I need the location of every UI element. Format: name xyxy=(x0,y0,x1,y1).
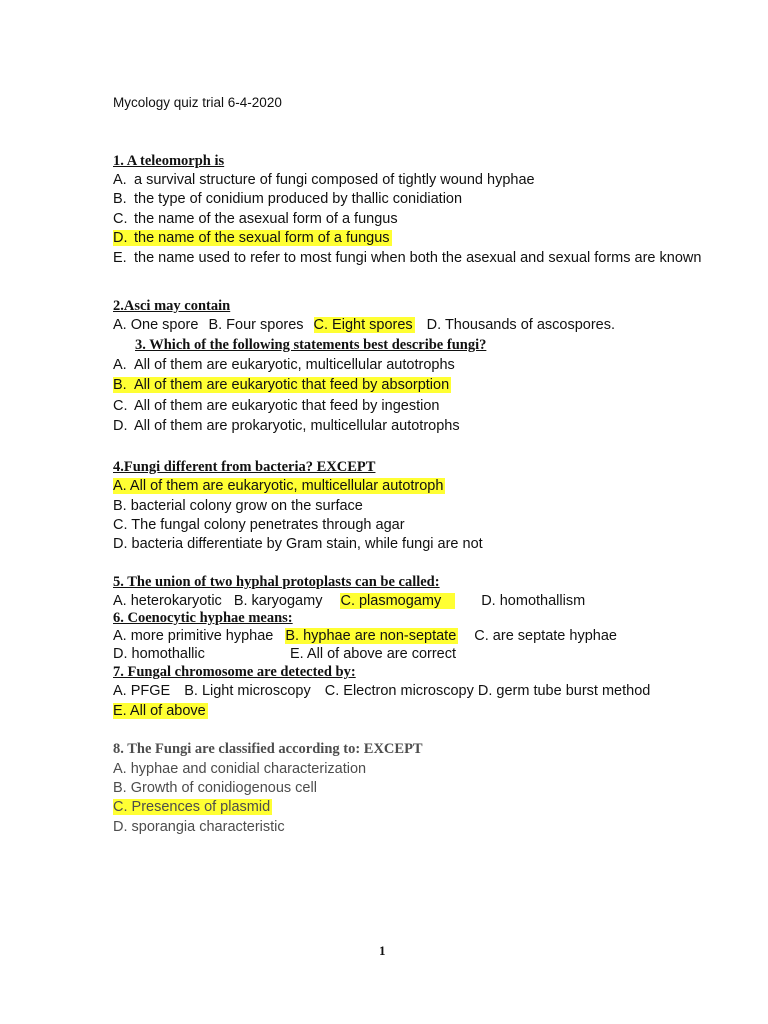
q5-options xyxy=(113,592,585,610)
q7-option-b: B. Light microscopy xyxy=(184,683,311,699)
q7-options xyxy=(113,682,650,700)
q7-option-e-answer: E. All of above xyxy=(113,703,206,719)
q3-option-d: D. All of them are prokaryotic, multicellular autotrophs xyxy=(113,418,460,434)
q4-option-c: C. The fungal colony penetrates through agar xyxy=(113,517,405,533)
q4-title: 4.Fungi different from bacteria? EXCEPT xyxy=(113,459,376,475)
q5-title: 5. The union of two hyphal protoplasts can be called: xyxy=(113,574,440,590)
q4-option-d: D. bacteria differentiate by Gram stain, while fungi are not xyxy=(113,536,483,552)
q6-option-a: A. more primitive hyphae xyxy=(113,628,274,644)
q1-option-a: A. a survival structure of fungi composed of tightly wound hyphae xyxy=(113,172,535,188)
q6-option-e: E. All of above are correct xyxy=(290,646,457,662)
q1-title: 1. A teleomorph is xyxy=(113,153,225,169)
q2-option-c-answer: C. Eight spores xyxy=(313,317,413,333)
q3-option-a: A. All of them are eukaryotic, multicellular autotrophs xyxy=(113,357,455,373)
q2-option-d: D. Thousands of ascospores. xyxy=(426,317,616,333)
q1-option-e: E. the name used to refer to most fungi when both the asexual and sexual forms are known xyxy=(113,250,702,266)
q6-option-b-answer: B. hyphae are non-septate xyxy=(285,628,457,644)
q6-option-d: D. homothallic xyxy=(113,646,205,662)
q3-title: 3. Which of the following statements best describe fungi? xyxy=(135,337,487,353)
q8-option-a: A. hyphae and conidial characterization xyxy=(113,761,367,777)
q8-option-c-answer: C. Presences of plasmid xyxy=(113,799,271,815)
q6-option-c: C. are septate hyphae xyxy=(474,628,617,644)
q4-option-a-answer: A. All of them are eukaryotic, multicellular autotroph xyxy=(113,478,444,494)
q5-option-d: D. homothallism xyxy=(481,593,586,609)
q8-option-b: B. Growth of conidiogenous cell xyxy=(113,780,317,796)
q8-title: 8. The Fungi are classified according to: EXCEPT xyxy=(113,741,423,757)
q5-option-b: B. karyogamy xyxy=(233,593,323,609)
q3-option-b-answer: B. All of them are eukaryotic that feed by absorption xyxy=(113,377,450,393)
q2-options xyxy=(113,316,615,334)
q8-option-d: D. sporangia characteristic xyxy=(113,819,285,835)
q6-options-row1 xyxy=(113,627,617,645)
q2-title: 2.Asci may contain xyxy=(113,298,231,314)
q6-title: 6. Coenocytic hyphae means: xyxy=(113,610,293,626)
q2-option-b: B. Four spores xyxy=(208,317,304,333)
q1-option-b: B. the type of conidium produced by thallic conidiation xyxy=(113,191,463,207)
q3-option-c: C. All of them are eukaryotic that feed by ingestion xyxy=(113,398,440,414)
page-number: 1 xyxy=(379,943,386,958)
q1-option-c: C. the name of the asexual form of a fungus xyxy=(113,211,398,227)
doc-title: Mycology quiz trial 6-4-2020 xyxy=(113,95,282,110)
q7-option-c-d: C. Electron microscopy D. germ tube burst method xyxy=(324,683,651,699)
q5-option-a: A. heterokaryotic xyxy=(113,593,222,609)
q7-option-a: A. PFGE xyxy=(113,683,171,699)
q2-option-a: A. One spore xyxy=(113,317,199,333)
q7-title: 7. Fungal chromosome are detected by: xyxy=(113,664,356,680)
q1-option-d-answer: D. the name of the sexual form of a fungus xyxy=(113,230,390,246)
q4-option-b: B. bacterial colony grow on the surface xyxy=(113,498,363,514)
q5-option-c-answer: C. plasmogamy xyxy=(340,593,455,609)
